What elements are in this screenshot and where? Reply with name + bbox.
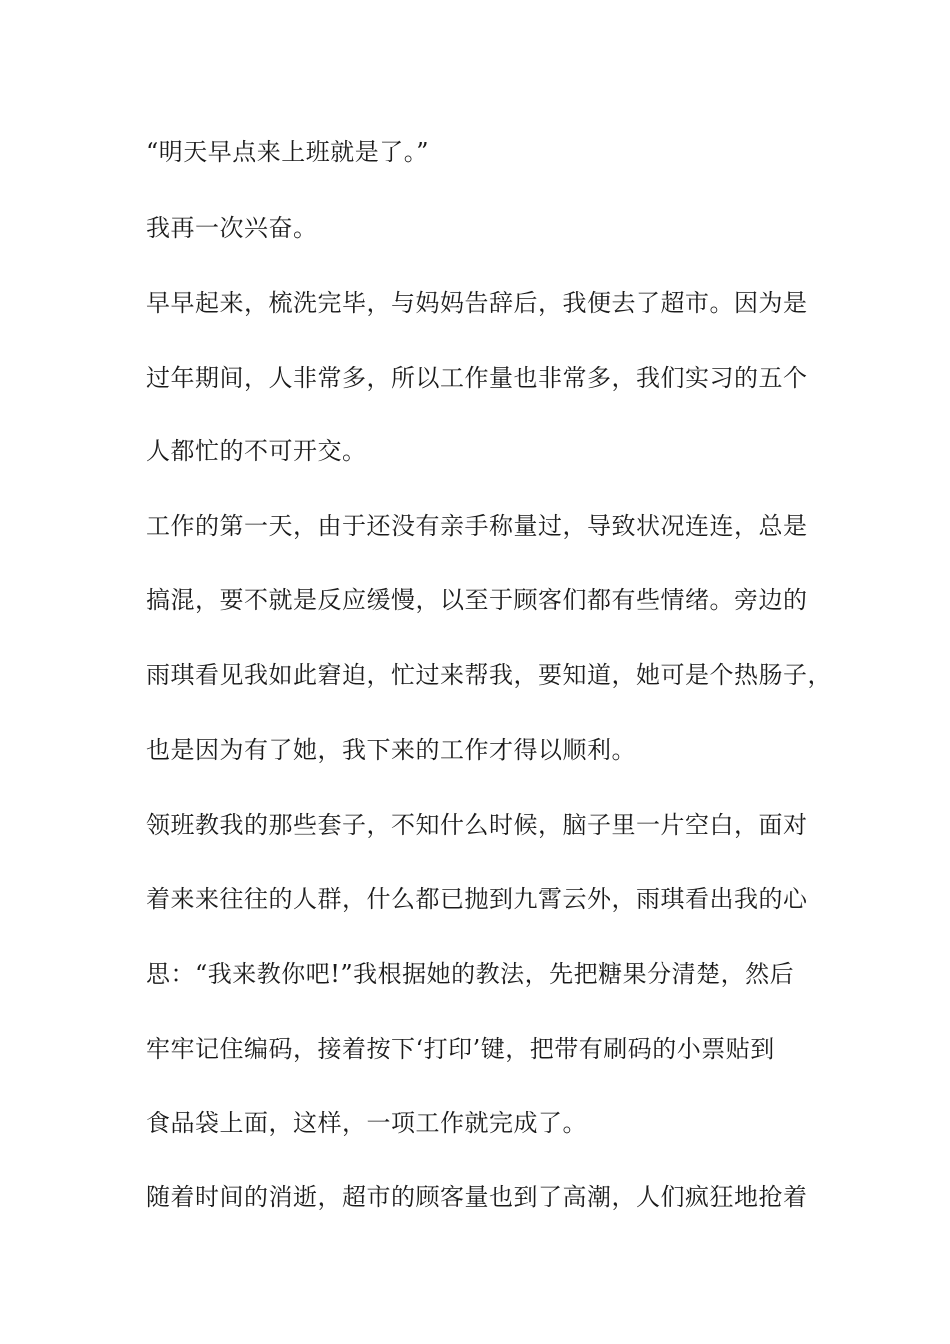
text-line: 我再一次兴奋。 bbox=[146, 214, 318, 242]
text-line: 思：“我来教你吧!”我根据她的教法，先把糖果分清楚，然后 bbox=[146, 960, 795, 988]
text-line: 随着时间的消逝，超市的顾客量也到了高潮，人们疯狂地抢着 bbox=[146, 1183, 808, 1211]
text-line: 过年期间，人非常多，所以工作量也非常多，我们实习的五个 bbox=[146, 364, 808, 392]
text-line: 食品袋上面，这样，一项工作就完成了。 bbox=[146, 1109, 587, 1137]
text-line: 人都忙的不可开交。 bbox=[146, 437, 367, 465]
text-line: 雨琪看见我如此窘迫，忙过来帮我，要知道，她可是个热肠子， bbox=[146, 661, 832, 689]
text-line: 也是因为有了她，我下来的工作才得以顺利。 bbox=[146, 736, 636, 764]
text-line: 早早起来，梳洗完毕，与妈妈告辞后，我便去了超市。因为是 bbox=[146, 289, 808, 317]
text-line: “明天早点来上班就是了。” bbox=[146, 138, 430, 166]
text-line: 领班教我的那些套子，不知什么时候，脑子里一片空白，面对 bbox=[146, 811, 808, 839]
text-line: 搞混，要不就是反应缓慢，以至于顾客们都有些情绪。旁边的 bbox=[146, 586, 808, 614]
text-line: 牢牢记住编码，接着按下‘打印’键，把带有刷码的小票贴到 bbox=[146, 1035, 775, 1063]
text-line: 着来来往往的人群，什么都已抛到九霄云外，雨琪看出我的心 bbox=[146, 885, 808, 913]
text-line: 工作的第一天，由于还没有亲手称量过，导致状况连连，总是 bbox=[146, 512, 808, 540]
